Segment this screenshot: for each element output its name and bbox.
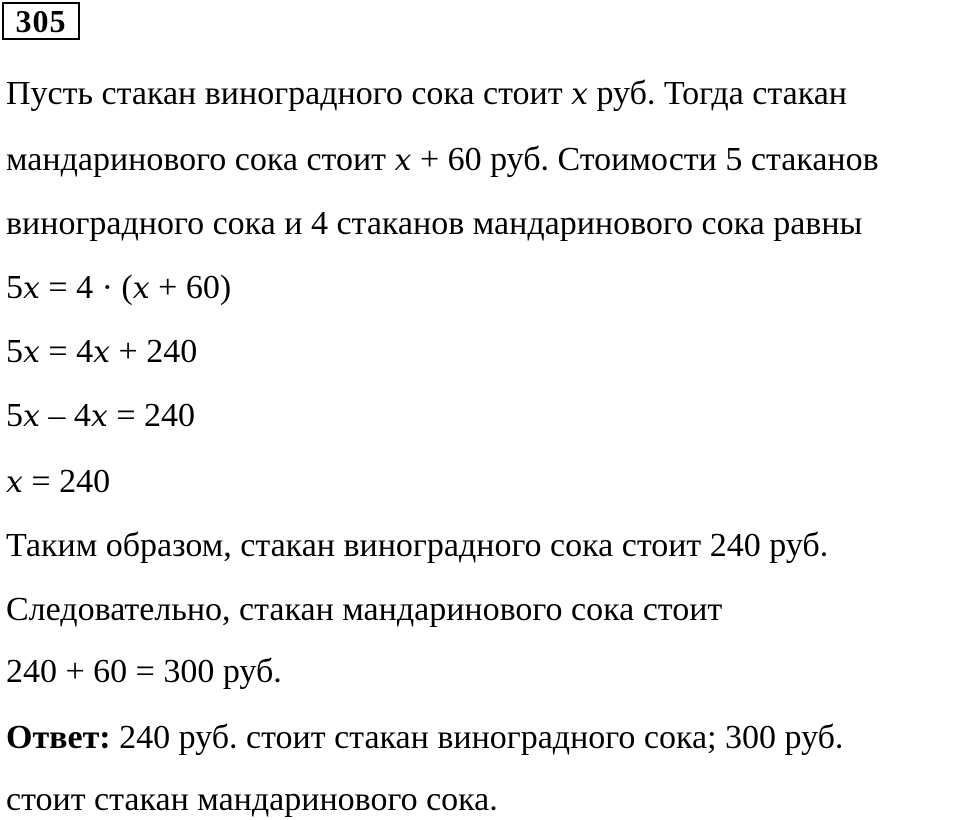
equation-3 [6, 396, 195, 437]
equation-fragment: = 4 · ( [39, 269, 133, 306]
text-line-2 [6, 140, 879, 181]
answer-text: 240 руб. стоит стакан виноградного сока; 300 руб. [110, 719, 844, 756]
text-line-calculation: 240 + 60 = 300 руб. [6, 653, 282, 690]
task-number-box: 305 [2, 2, 80, 40]
equation-fragment: = 240 [22, 463, 111, 500]
variable-x: x [394, 143, 412, 178]
equation-fragment: = 4 [39, 333, 94, 370]
answer-line [6, 718, 843, 758]
equation-fragment: + 240 [110, 333, 198, 370]
text-fragment: мандаринового сока стоит [6, 141, 395, 178]
variable-x: x [90, 399, 108, 434]
text-line-3: виноградного сока и 4 стаканов мандаринового сока равны [6, 205, 863, 242]
equation-4 [6, 462, 110, 503]
text-line-1 [6, 74, 847, 115]
equation-fragment: = 240 [107, 397, 196, 434]
variable-x: x [6, 465, 23, 500]
answer-line-continued: стоит стакан мандаринового сока. [6, 781, 498, 818]
variable-x: x [132, 271, 150, 306]
equation-2 [6, 332, 197, 373]
text-fragment: руб. Тогда стакан [588, 75, 848, 112]
variable-x: x [93, 335, 111, 370]
variable-x: x [571, 77, 588, 112]
equation-fragment: 5 [6, 269, 23, 306]
equation-fragment: – 4 [39, 397, 91, 434]
answer-label: Ответ: [6, 719, 111, 756]
variable-x: x [23, 399, 40, 434]
variable-x: x [23, 335, 40, 370]
text-fragment: + 60 руб. Стоимости 5 стаканов [411, 141, 879, 178]
equation-fragment: 5 [6, 397, 23, 434]
equation-1 [6, 268, 231, 309]
text-line-consequently: Следовательно, стакан мандаринового сока стоит [6, 591, 723, 628]
text-line-conclusion: Таким образом, стакан виноградного сока стоит 240 руб. [6, 527, 829, 564]
variable-x: x [23, 271, 40, 306]
equation-fragment: + 60) [149, 269, 232, 306]
equation-fragment: 5 [6, 333, 23, 370]
text-fragment: Пусть стакан виноградного сока стоит [6, 75, 572, 112]
